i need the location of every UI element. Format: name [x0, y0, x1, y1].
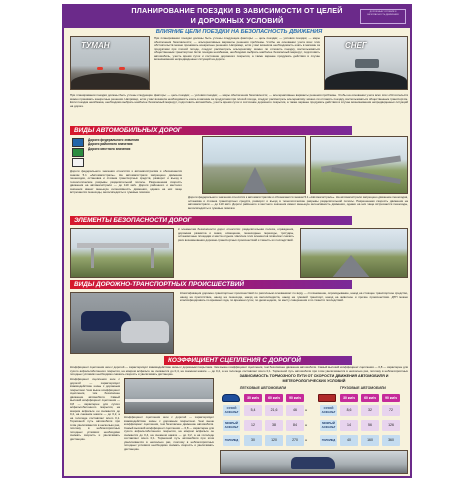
- grip-text-lower: Коэффициент сцепления шин с дорогой — характеризует взаимодействие шины с дорожным покрытием. Чем выше коэффициент сцепления, тем безопаснее движение автомобиля. Самый высокий коэффициент сцепления — 0,8 — характерен для сухого асфальтобетонного покрытия, на мокром асфальте он снижается до 0,4, на снежном накате — до 0,2, а на гололеде составляет всего 0,1. Тормозной путь автомобиля при этом увеличивается в несколько раз, поэтому в неблагоприятных погодных условиях необходимо снижать скорость и увеличивать дистанцию.: [124, 416, 214, 451]
- table-cell: 84: [286, 420, 304, 431]
- poster-subtitle: ВЛИЯНИЕ ЦЕЛИ ПОЕЗДКИ НА БЕЗОПАСНОСТЬ ДВИЖЕНИЯ: [155, 29, 323, 35]
- table-cell: 120: [265, 435, 283, 446]
- table-cell: 38: [265, 420, 283, 431]
- corner-info-box: ДОРОЖНЫЕ УСЛОВИЯ И БЕЗОПАСНОСТЬ ДВИЖЕНИЯ: [360, 9, 406, 24]
- table-cell: 30: [244, 435, 262, 446]
- passenger-car-icon: [222, 394, 240, 402]
- unit-label: м: [305, 423, 308, 427]
- trucks-subtitle: ГРУЗОВЫЕ АВТОМОБИЛИ: [340, 386, 386, 390]
- row-label-ice-truck: ГОЛОЛЕД: [320, 435, 337, 446]
- truck-speed-60: 60 км/ч: [361, 394, 379, 402]
- row-label-wet-truck: МОКРЫЙ АСФАЛЬТ: [320, 420, 337, 431]
- interchange-photo: [310, 136, 408, 194]
- highway-photo: [202, 136, 306, 194]
- safety-elements-text: К элементам безопасности дорог относятся: разделительная полоса, ограждения, дорожная разметка и знаки, освещение, пешеходные переходы, тротуары, остановочные площадки и места отдыха. Наличие этих элементов позволяет снизить риск возникновения дорожно-транспортных происшествий и тяжесть их последствий.: [178, 228, 294, 242]
- car-speed-90: 90 км/ч: [286, 394, 304, 402]
- braking-car-photo: [220, 450, 408, 474]
- federal-road-sign-icon: [72, 138, 84, 147]
- table-cell: 160: [361, 435, 379, 446]
- accident-photo: [70, 292, 174, 354]
- poster-title-line1: ПЛАНИРОВАНИЕ ПОЕЗДКИ В ЗАВИСИМОСТИ ОТ ЦЕЛЕЙ: [131, 6, 343, 15]
- fog-photo: [70, 36, 150, 90]
- snow-photo: [324, 36, 408, 90]
- poster-title-line2: И ДОРОЖНЫХ УСЛОВИЙ: [190, 16, 284, 25]
- regional-road-sign-icon: [72, 148, 84, 157]
- table-cell: 5,4: [244, 405, 262, 416]
- road-types-text-continued: Дороги федерального значения относятся к автомагистралям и обозначаются знаком 5.1 «Автомагистраль». На автомагистрали запрещено движение пешеходов, остановка и стоянка транспортных средств, разворот и въезд в технологические разрывы разделительной полосы. Разрешенная скорость движения на автомагистрали — до 110 км/ч. Дороги районного и местного значения имеют меньшую интенсивность движения, однако на них чаще встречаются пешеходы, велосипедисты и гужевые повозки.: [188, 196, 408, 210]
- table-cell: 360: [382, 435, 400, 446]
- truck-speed-90: 90 км/ч: [382, 394, 400, 402]
- table-cell: 72: [382, 405, 400, 416]
- cars-subtitle: ЛЕГКОВЫЕ АВТОМОБИЛИ: [239, 386, 287, 390]
- poster-header: [64, 6, 410, 28]
- table-cell: 21,6: [265, 405, 283, 416]
- snow-photo-label: СНЕГ: [345, 41, 367, 50]
- road-types-text: Дороги федерального значения относятся к автомагистралям и обозначаются знаком 5.1 «Автомагистраль». На автомагистрали запрещено движение пешеходов, остановка и стоянка транспортных средств, разворот и въезд в технологические разрывы разделительной полосы. Разрешенная скорость движения на автомагистрали — до 110 км/ч. Дороги районного и местного значения имеют меньшую интенсивность движения, однако на них чаще встречаются пешеходы, велосипедисты и гужевые повозки.: [70, 170, 182, 194]
- table-cell: 56: [361, 420, 379, 431]
- unit-label: м: [305, 408, 308, 412]
- intro-text-continued: При планировании поездки должны быть учтены следующие факторы: — цель поездки; — условия поездки; — меры обеспечения безопасности; — альтернативные варианты решения проблемы. Чтобы на основании учета всех этих обстоятельств можно принимать конкретные решения. Например, если у вас возникла необходимость ехать в магазин за продуктами при плохой погоде, следует рассмотреть альтернативу: можно ли отложить поездку, воспользоваться общественным транспортом. Если поездка неизбежна, необходимо выбрать наиболее безопасный маршрут, подготовить автомобиль, учесть время суток и состояние дорожного покрытия, а также заранее продумать действия в случае возникновения непредвиденных ситуаций на дороге.: [70, 94, 408, 108]
- row-label-dry: СУХОЙ АСФАЛЬТ: [223, 405, 240, 416]
- section-road-types: ВИДЫ АВТОМОБИЛЬНЫХ ДОРОГ: [70, 126, 352, 135]
- road-type-regional: Дороги районного значения: [88, 142, 133, 147]
- table-cell: 32: [361, 405, 379, 416]
- accidents-text: Классификация дорожно-транспортных происшествий по различным основаниям: по виду — столкновение, опрокидывание, наезд на стоящее транспортное средство, наезд на препятствие, наезд на пешехода, наезд на велосипедиста, наезд на гужевой транспорт, наезд на животное и прочие происшествия. ДТП можно классифицировать по времени года, по времени суток, по дням недели, по месту совершения и по тяжести последствий.: [180, 292, 408, 302]
- table-cell: 270: [286, 435, 304, 446]
- table-cell: 46: [286, 405, 304, 416]
- fog-photo-label: ТУМАН: [81, 41, 110, 50]
- section-accidents: ВИДЫ ДОРОЖНО-ТРАНСПОРТНЫХ ПРОИСШЕСТВИЙ: [70, 280, 352, 289]
- road-type-federal: Дороги федерального значения: [88, 138, 139, 142]
- grip-text-column: Коэффициент сцепления шин с дорогой — характеризует взаимодействие шины с дорожным покрытием. Чем выше коэффициент сцепления, тем безопаснее движение автомобиля. Самый высокий коэффициент сцепления — 0,8 — характерен для сухого асфальтобетонного покрытия, на мокром асфальте он снижается до 0,4, на снежном накате — до 0,2, а на гололеде составляет всего 0,1. Тормозной путь автомобиля при этом увеличивается в несколько раз, поэтому в неблагоприятных погодных условиях необходимо снижать скорость и увеличивать дистанцию.: [70, 378, 120, 441]
- road-types-list: [88, 138, 178, 151]
- overpass-photo: [70, 228, 174, 278]
- car-speed-60: 60 км/ч: [265, 394, 283, 402]
- table-cell: 12: [244, 420, 262, 431]
- road-type-local: Дороги местного значения: [88, 146, 131, 151]
- intro-text: При планировании поездки должны быть учтены следующие факторы: — цель поездки; — условия поездки; — меры обеспечения безопасности; — альтернативные варианты решения проблемы. Чтобы на основании учета всех этих обстоятельств можно принимать конкретные решения. Например, если у вас возникла необходимость ехать в магазин за продуктами при плохой погоде, следует рассмотреть альтернативу: можно ли отложить поездку, воспользоваться общественным транспортом. Если поездка неизбежна, необходимо выбрать наиболее безопасный маршрут, подготовить автомобиль, учесть время суток и состояние дорожного покрытия, а также заранее продумать действия в случае возникновения непредвиденных ситуаций на дороге.: [154, 37, 320, 61]
- table-cell: 8,6: [340, 405, 358, 416]
- section-grip: КОЭФФИЦИЕНТ СЦЕПЛЕНИЯ С ДОРОГОЙ: [164, 356, 352, 365]
- truck-icon: [318, 394, 336, 402]
- table-cell: 14: [340, 420, 358, 431]
- row-label-dry-truck: СУХОЙ АСФАЛЬТ: [320, 405, 337, 416]
- poster: [62, 4, 412, 478]
- row-label-ice: ГОЛОЛЕД: [223, 435, 240, 446]
- unit-label: м: [305, 438, 308, 442]
- divided-road-photo: [300, 228, 408, 278]
- row-label-wet: МОКРЫЙ АСФАЛЬТ: [223, 420, 240, 431]
- table-cell: 126: [382, 420, 400, 431]
- truck-speed-30: 30 км/ч: [340, 394, 358, 402]
- road-surface-photo: [124, 378, 214, 414]
- section-safety-elements: ЭЛЕМЕНТЫ БЕЗОПАСНОСТИ ДОРОГ: [70, 216, 352, 225]
- local-road-sign-icon: [72, 158, 84, 167]
- table-cell: 40: [340, 435, 358, 446]
- car-speed-30: 30 км/ч: [244, 394, 262, 402]
- grip-text: Коэффициент сцепления шин с дорогой — характеризует взаимодействие шины с дорожным покрытием. Чем выше коэффициент сцепления, тем безопаснее движение автомобиля. Самый высокий коэффициент сцепления — 0,8 — характерен для сухого асфальтобетонного покрытия, на мокром асфальте он снижается до 0,4, на снежном накате — до 0,2, а на гололеде составляет всего 0,1. Тормозной путь автомобиля при этом увеличивается в несколько раз, поэтому в неблагоприятных погодных условиях необходимо снижать скорость и увеличивать дистанцию.: [70, 366, 408, 376]
- braking-table-title: ЗАВИСИМОСТЬ ТОРМОЗНОГО ПУТИ ОТ СКОРОСТИ ДВИЖЕНИЯ АВТОМОБИЛЯ И МЕТЕОРОЛОГИЧЕСКИХ УСЛОВИЙ: [239, 374, 389, 383]
